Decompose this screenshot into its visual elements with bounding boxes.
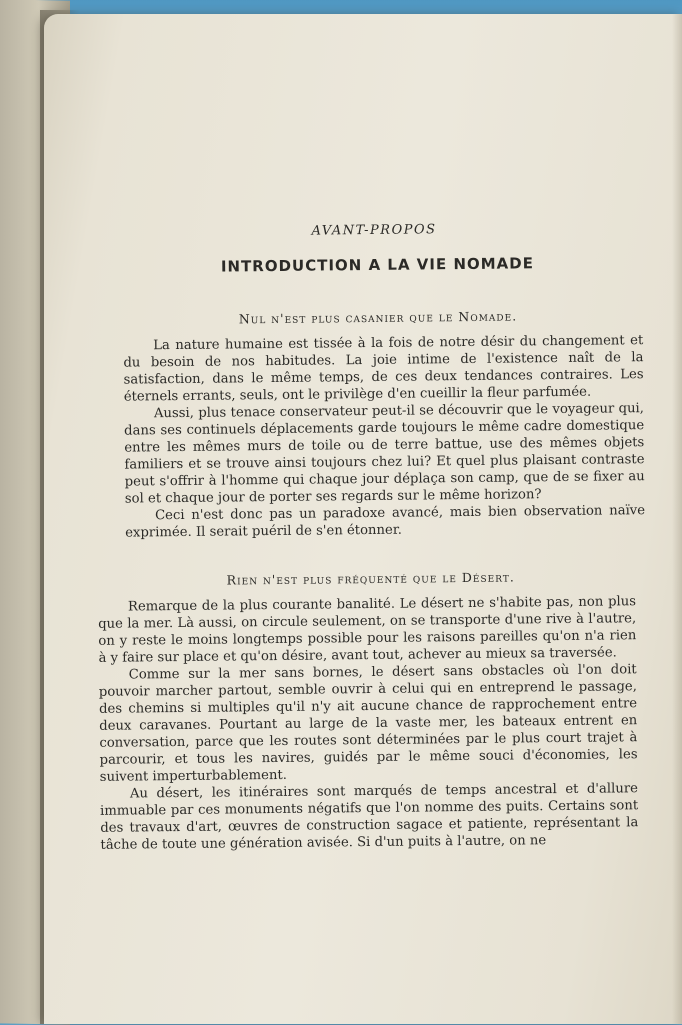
page-text <box>82 220 649 854</box>
kicker: AVANT-PROPOS <box>311 222 437 239</box>
paragraph: La nature humaine est tissée à la fois de notre désir du changement et du besoin de nos habitudes. La joie intime de l'existence naît de la satisfaction, dans le même temps, de ces deux tendances contraires. Les éternels errants, seuls, ont le privilège d'en cueillir la fleur parfumée. <box>123 333 644 405</box>
book-page <box>44 14 682 1024</box>
paragraph: Ceci n'est donc pas un paradoxe avancé, mais bien observation naïve exprimée. Il serait puéril de s'en étonner. <box>125 503 646 541</box>
paragraph: Remarque de la plus courante banalité. Le désert ne s'habite pas, non plus que la mer. Là aussi, on circule seulement, on se transporte d'une rive à l'autre, on y reste le moins longtemps possible pour les raisons pareilles qu'on n'a rien à y faire sur place et qu'on désire, avant tout, achever au mieux sa traversée. <box>98 594 637 666</box>
section-heading: Nul n'est plus casanier que le Nomade. <box>238 308 518 327</box>
section-heading: Rien n'est plus fréquenté que le Désert. <box>226 569 515 588</box>
paragraph: Comme sur la mer sans bornes, le désert sans obstacles où l'on doit pouvoir marcher partout, semble ouvrir à celui qui en entreprend le passage, des chemins si multiples qu'il n'y ait aucune chance de rapprochement entre deux caravanes. Pourtant au large de la vaste mer, les bateaux entrent en conversation, parce que les routes sont déterminées par le plus court trajet à parcourir, et tous les navires, guidés par le même souci d'économies, les suivent imperturbablement. <box>98 662 638 785</box>
page-edge-shadow <box>672 14 682 1024</box>
section-2 <box>86 568 649 854</box>
paragraph: Aussi, plus tenace conservateur peut-il se découvrir que le voyageur qui, dans ses continuels déplacements garde toujours le même cadre domestique entre les mêmes murs de toile ou de terre battue, use des mêmes objets familiers et se trouve ainsi toujours chez lui? Et quel plus plaisant contraste peut s'offrir à l'homme qui chaque jour déplaça son camp, que de se fixer au sol et chaque jour de porter ses regards sur le même horizon? <box>124 401 645 507</box>
page-title: INTRODUCTION A LA VIE NOMADE <box>220 254 535 276</box>
paragraph: Au désert, les itinéraires sont marqués de temps ancestral et d'allure immuable par ces monuments négatifs que l'on nomme des puits. Certains sont des travaux d'art, œuvres de construction sagace et patiente, représentant la tâche de toute une génération avisée. Si d'un puits à l'autre, on ne <box>100 781 639 853</box>
section-1 <box>83 307 645 542</box>
